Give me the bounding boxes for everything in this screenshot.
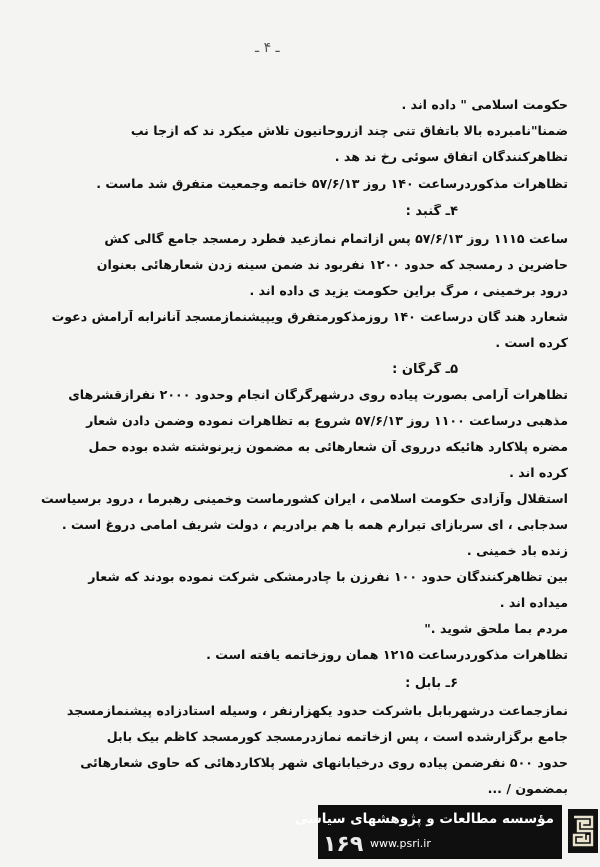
text-line: نمازجماعت درشهربابل باشرکت حدود یکهزارنفر ، وسیله استادزاده پیشنمازمسجد — [66, 704, 568, 718]
text-line: استقلال وآزادی حکومت اسلامی ، ایران کشورماست وخمینی رهبرما ، درود برسیاست — [40, 492, 568, 506]
institute-logo-icon — [568, 809, 598, 853]
text-line: سدجابی ، ای سربازای تیرارم همه با هم برادریم ، دولت شریف امامی دروغ است . — [61, 518, 568, 532]
text-line: مذهبی درساعت ۱۱۰۰ روز ۵۷/۶/۱۳ شروع به تظاهرات نموده وضمن دادن شعار — [86, 414, 568, 428]
text-line: کرده اند . — [509, 466, 568, 480]
text-line: زنده باد خمینی . — [466, 544, 568, 558]
institute-url[interactable]: www.psri.ir — [370, 837, 431, 850]
text-line: ساعت ۱۱۱۵ روز ۵۷/۶/۱۳ پس ازاتمام نمازعید فطرد رمسجد جامع گالی کش — [104, 232, 568, 246]
page-marker: ـ ۴ ـ — [255, 40, 280, 56]
text-line: مضره پلاکارد هائیکه درروی آن شعارهائی به مضمون زیرنوشته شده بوده حمل — [88, 440, 568, 454]
text-line: بین تظاهرکنندگان حدود ۱۰۰ نفرزن با چادرمشکی شرکت نموده بودند که شعار — [88, 570, 568, 584]
text-line: حکومت اسلامی " داده اند . — [401, 98, 568, 112]
text-line: مردم بما ملحق شوید ." — [424, 622, 568, 636]
text-line: میداده اند . — [499, 596, 568, 610]
text-line: ضمنا"نامبرده بالا باتفاق تنی چند ازروحانیون تلاش میکرد ند که ازجا نب — [130, 124, 568, 138]
section-heading: ۴ـ گنبد : — [405, 204, 458, 219]
text-line: تظاهرات مذکوردرساعت ۱۴۰ روز ۵۷/۶/۱۳ خاتمه وجمعیت متفرق شد ماست . — [96, 177, 568, 191]
text-line: تظاهرات مذکوردرساعت ۱۲۱۵ همان روزخاتمه یافته است . — [206, 648, 568, 662]
text-line: جامع برگزارشده است ، پس ازخاتمه نمازدرمسجد کورمسجد کاظم بیک بابل — [106, 730, 568, 744]
text-line: حدود ۵۰۰ نفرضمن پیاده روی درخیابانهای شهر پلاکاردهائی که حاوی شعارهائی — [80, 756, 568, 770]
page-number: ۱۶۹ — [323, 832, 364, 857]
text-line: شعارد هند گان درساعت ۱۴۰ روزمذکورمتفرق ویپیشنمازمسجد آنانرابه آرامش دعوت — [51, 310, 568, 324]
text-line: درود برخمینی ، مرگ براین حکومت یزید ی داده اند . — [249, 284, 568, 298]
text-line: بمضمون / ... — [487, 782, 568, 796]
footer — [0, 797, 600, 867]
text-line: تظاهرکنندگان اتفاق سوئی رخ ند هد . — [334, 150, 568, 164]
section-heading: ۶ـ بابل : — [405, 676, 458, 691]
section-heading: ۵ـ گرگان : — [392, 362, 458, 377]
text-line: حاضرین د رمسجد که حدود ۱۲۰۰ نفربود ند ضمن سینه زدن شعارهائی بعنوان — [96, 258, 568, 272]
institute-name: مؤسسه مطالعات و پژوهشهای سیاسی — [294, 811, 554, 827]
text-line: کرده است . — [495, 336, 568, 350]
text-line: تظاهرات آرامی بصورت پیاده روی درشهرگرگان انجام وحدود ۲۰۰۰ نفرازقشرهای — [68, 388, 568, 402]
